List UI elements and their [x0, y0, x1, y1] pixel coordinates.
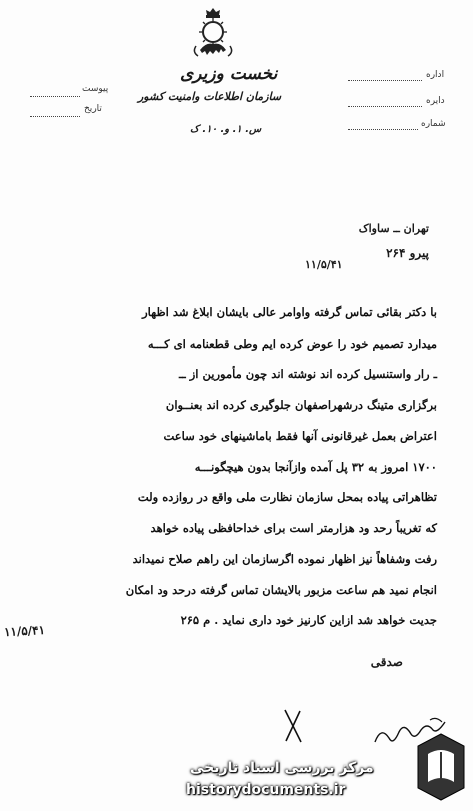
- body-line: اعتراض بعمل غیرقانونی آنها فقط باماشینهای خود ساعت: [163, 429, 437, 443]
- body-line: انجام نمید هم ساعت مزبور بالایشان تماس گرفته درحد ود امکان: [125, 583, 437, 597]
- handwritten-mark-icon: [282, 708, 304, 744]
- addressee-line: تهران ــ ساواک: [358, 222, 429, 235]
- addressee-date: ۱۱/۵/۴۱: [305, 258, 343, 271]
- field-line-department: [348, 80, 422, 81]
- field-label-attachment: پیوست: [82, 84, 109, 94]
- body-line: با دکتر بقائی تماس گرفته واوامر عالی بایشان ابلاغ شد اظهار: [142, 305, 437, 319]
- archive-logo-icon: [414, 730, 468, 804]
- field-line-section: [348, 106, 422, 107]
- field-label-section: دایره: [426, 96, 445, 106]
- field-line-attachment: [30, 96, 80, 97]
- addressee-reference: پیرو ۲۶۴: [386, 246, 429, 260]
- body-line: جدیت خواهد شد ازاین کارنیز خود داری نماید . م ۲۶۵: [180, 613, 437, 627]
- body-line: میدارد تصمیم خود را عوض کرده ایم وطی قطعنامه ای کـــه: [147, 337, 437, 351]
- lion-and-sun-emblem-icon: [190, 6, 236, 60]
- body-line: رفت وشفاهاً نیز اظهار نموده اگرسازمان این راهم صلاح نمیداند: [132, 552, 437, 566]
- field-line-number: [348, 129, 418, 130]
- ministry-title: نخست وزیری: [180, 64, 278, 84]
- body-line: تظاهراتی پیاده بمحل سازمان نظارت ملی واقع در روازده ولت: [137, 490, 437, 504]
- field-label-date: تاریخ: [84, 104, 102, 114]
- body-line: ۱۷۰۰ امروز به ۳۲ پل آمده وازآنجا بدون هیچگونـــه: [194, 460, 437, 474]
- body-line: ـ رار واستنسیل کرده اند نوشته اند چون مأمورین از ــ: [179, 367, 437, 381]
- closing-signature-name: صدقی: [370, 655, 403, 669]
- organization-name: سازمان اطلاعات وامنیت کشور: [138, 90, 282, 103]
- body-line: که تغریباً رحد ود هزارمتر است برای خداحافظی پیاده خواهد: [150, 521, 437, 535]
- reference-code: س. ۱. و. ۱۰. ک: [190, 124, 262, 135]
- body-date: ۱۱/۵/۴۱: [3, 622, 46, 640]
- watermark-url-text: historydocuments.ir: [186, 782, 346, 798]
- watermark-persian-text: مرکز بررسی اسناد تاریخی: [190, 760, 374, 776]
- field-line-date: [30, 116, 80, 117]
- field-label-number: شماره: [421, 119, 446, 129]
- body-line: برگزاری متینگ درشهراصفهان جلوگیری کرده اند بعنــوان: [165, 398, 437, 412]
- field-label-department: اداره: [426, 70, 445, 80]
